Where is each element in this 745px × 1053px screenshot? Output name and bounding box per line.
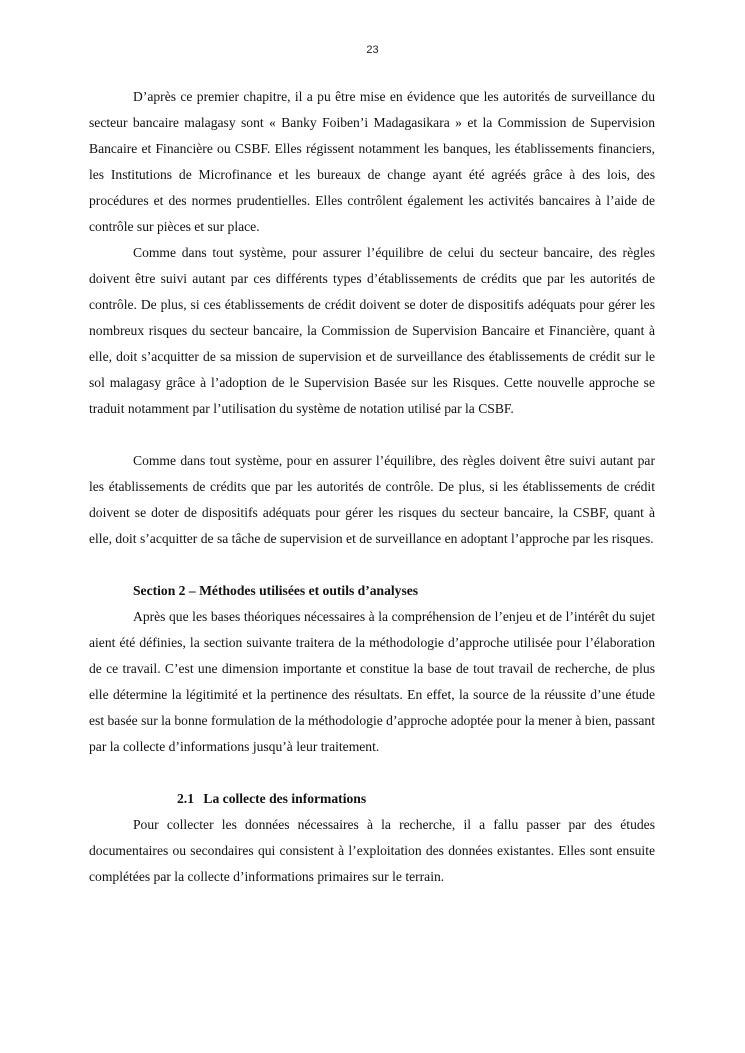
paragraph-risk-approach: Comme dans tout système, pour en assurer l’équilibre, des règles doivent être suivi autant par les établissements de crédits que par les autorités de contrôle. De plus, si les établissements de crédit doivent se doter de dispositifs adéquats pour gérer les risques du secteur bancaire, la CSBF, quant à elle, doit s’acquitter de sa tâche de supervision et de surveillance en adoptant l’approche par les risques. [89,453,655,546]
subsection-heading [89,786,655,812]
subsection-spacer [89,760,655,786]
subsection-title: La collecte des informations [203,791,367,806]
paragraph-spacer [89,422,655,448]
section-spacer [89,552,655,578]
document-body [89,84,655,890]
paragraph-data-collection: Pour collecter les données nécessaires à la recherche, il a fallu passer par des études documentaires ou secondaires qui consistent à l’exploitation des données existantes. Elles sont ensuite complétées par la collecte d’informations primaires sur le terrain. [89,817,655,884]
paragraph-rules-supervision: Comme dans tout système, pour assurer l’équilibre de celui du secteur bancaire, des règles doivent être suivi autant par ces différents types d’établissements de crédits que par les autorités de contrôle. De plus, si ces établissements de crédit doivent se doter de dispositifs adéquats pour gérer les nombreux risques du secteur bancaire, la Commission de Supervision Bancaire et Financière, quant à elle, doit s’acquitter de sa mission de supervision et de surveillance des établissements de crédit sur le sol malagasy grâce à l’adoption de le Supervision Basée sur les Risques. Cette nouvelle approche se traduit notamment par l’utilisation du système de notation utilisé par la CSBF. [89,245,655,416]
page-number: 23 [366,44,379,56]
paragraph-chapter-summary: D’après ce premier chapitre, il a pu être mise en évidence que les autorités de surveillance du secteur bancaire malagasy sont « Banky Foiben’i Madagasikara » et la Commission de Supervision Bancaire et Financière ou CSBF. Elles régissent notamment les banques, les établissements financiers, les Institutions de Microfinance et les bureaux de change ayant été agréés grâce à des lois, des procédures et des normes prudentielles. Elles contrôlent également les activités bancaires à l’aide de contrôle sur pièces et sur place. [89,89,655,234]
section-heading: Section 2 – Méthodes utilisées et outils d’analyses [133,583,419,598]
paragraph-methodology: Après que les bases théoriques nécessaires à la compréhension de l’enjeu et de l’intérêt du sujet aient été définies, la section suivante traitera de la méthodologie d’approche utilisée pour l’élaboration de ce travail. C’est une dimension importante et constitue la base de tout travail de recherche, de plus elle détermine la légitimité et la pertinence des résultats. En effet, la source de la réussite d’une étude est basée sur la bonne formulation de la méthodologie d’approche adoptée pour la mener à bien, passant par la collecte d’informations jusqu’à leur traitement. [89,609,655,754]
subsection-number: 2.1 [177,791,194,806]
